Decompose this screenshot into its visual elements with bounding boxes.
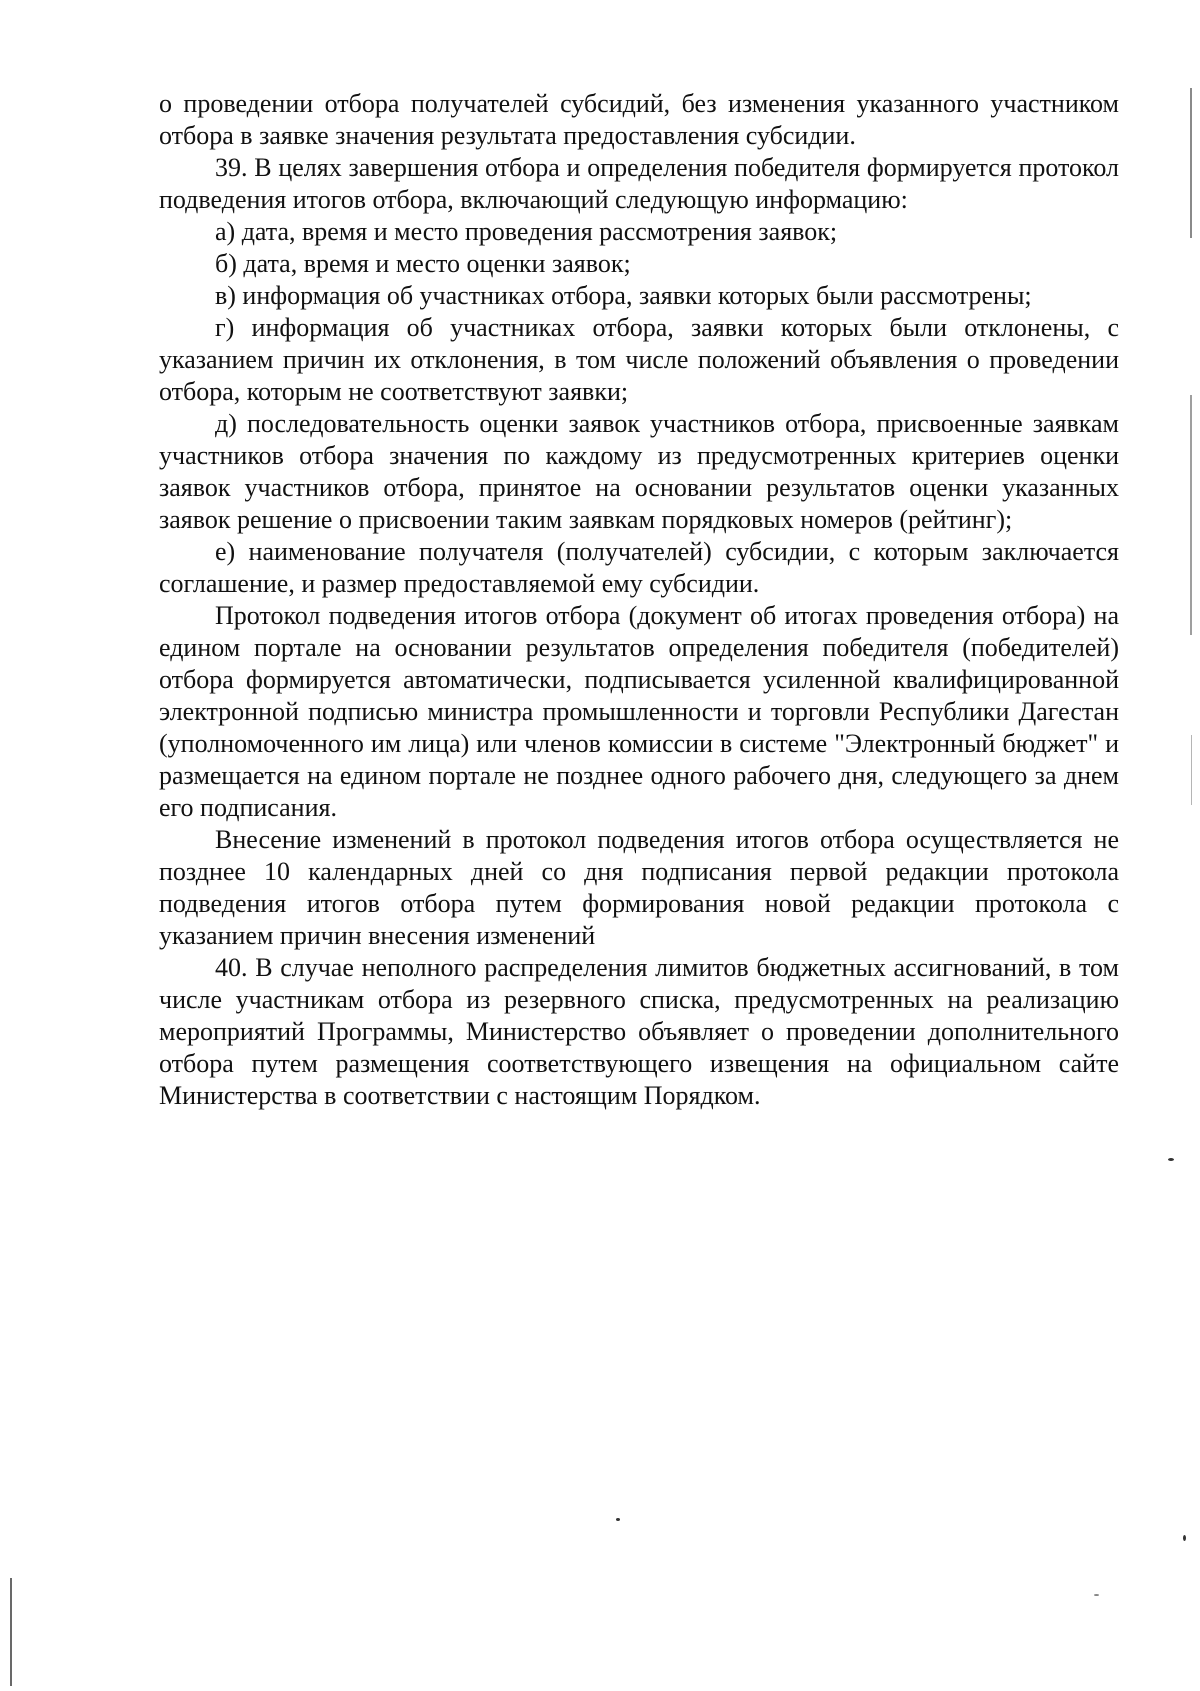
document-body <box>159 88 1119 1112</box>
scan-edge-mark <box>1190 88 1192 238</box>
scan-edge-mark <box>10 1578 12 1686</box>
scan-speck <box>616 1518 620 1521</box>
paragraph-continuation: о проведении отбора получателей субсидий, без изменения указанного участником отбора в заявке значения результата предоставления субсидии. <box>159 89 1119 150</box>
paragraph-39-item-d: д) последовательность оценки заявок участников отбора, присвоенные заявкам участников отбора значения по каждому из предусмотренных критериев оценки заявок участников отбора, принятое на основании результатов оценки указанных заявок решение о присвоении таким заявкам порядковых номеров (рейтинг); <box>159 409 1119 534</box>
paragraph-protocol: Протокол подведения итогов отбора (документ об итогах проведения отбора) на едином портале на основании результатов определения победителя (победителей) отбора формируется автоматически, подписывается усиленной квалифицированной электронной подписью министра промышленности и торговли Республики Дагестан (уполномоченного им лица) или членов комиссии в системе "Электронный бюджет" и размещается на едином портале не позднее одного рабочего дня, следующего за днем его подписания. <box>159 601 1119 822</box>
paragraph-39-item-v: в) информация об участниках отбора, заявки которых были рассмотрены; <box>215 281 1032 310</box>
paragraph-39-intro: 39. В целях завершения отбора и определения победителя формируется протокол подведения итогов отбора, включающий следующую информацию: <box>159 153 1119 214</box>
scan-speck <box>1168 1158 1174 1161</box>
scan-speck <box>1183 1535 1186 1541</box>
paragraph-39-item-e: е) наименование получателя (получателей) субсидии, с которым заключается соглашение, и размер предоставляемой ему субсидии. <box>159 537 1119 598</box>
paragraph-39-item-b: б) дата, время и место оценки заявок; <box>215 249 631 278</box>
scan-edge-mark <box>1191 735 1192 805</box>
paragraph-39-item-g: г) информация об участниках отбора, заявки которых были отклонены, с указанием причин их отклонения, в том числе положений объявления о проведении отбора, которым не соответствуют заявки; <box>159 313 1119 406</box>
paragraph-amendments: Внесение изменений в протокол подведения итогов отбора осуществляется не позднее 10 календарных дней со дня подписания первой редакции протокола подведения итогов отбора путем формирования новой редакции протокола с указанием причин внесения изменений <box>159 825 1119 950</box>
paragraph-40: 40. В случае неполного распределения лимитов бюджетных ассигнований, в том числе участникам отбора из резервного списка, предусмотренных на реализацию мероприятий Программы, Министерство объявляет о проведении дополнительного отбора путем размещения соответствующего извещения на официальном сайте Министерства в соответствии с настоящим Порядком. <box>159 953 1119 1110</box>
scan-speck <box>1094 1594 1099 1596</box>
paragraph-39-item-a: а) дата, время и место проведения рассмотрения заявок; <box>215 217 838 246</box>
scan-edge-mark <box>1190 395 1192 635</box>
